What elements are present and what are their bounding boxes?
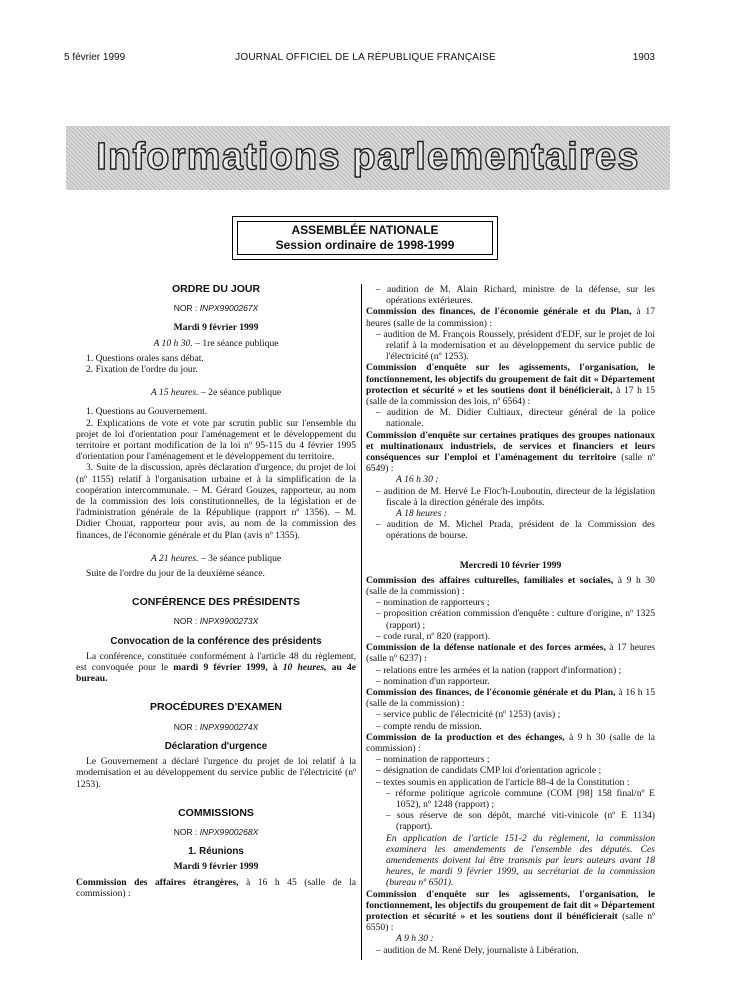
- time-heading: A 16 h 30 :: [396, 474, 439, 486]
- commission-entry: Commission des finances, de l'économie générale et du Plan, à 17 heures (salle de la commission) :: [366, 306, 655, 329]
- ordre-title: ORDRE DU JOUR: [171, 283, 261, 295]
- commission-entry: Commission des finances, de l'économie générale et du Plan, à 16 h 15 (salle de la commission) :: [366, 686, 655, 710]
- header-date: 5 février 1999: [64, 52, 126, 63]
- agenda-item: – audition de M. Alain Richard, ministre de la défense, sur les opérations extérieures.: [376, 284, 655, 307]
- agenda-item: – code rural, nº 820 (rapport).: [376, 630, 491, 642]
- agenda-subitem: – réforme politique agricole commune (COM [98] 158 final/nº E 1052), nº 1248 (rapport) ;: [386, 787, 655, 810]
- seance-2-item: 2. Explications de vote et vote par scrutin public sur l'ensemble du projet de loi d'orientation pour l'aménagement et le développement du territoire et portant modification de la loi nº 95-115 du 4 février 1995 d'orientation pour l'aménagement et le développement du territoire.: [76, 417, 356, 463]
- time-heading: A 9 h 30 :: [396, 933, 434, 945]
- agenda-item: – relations entre les armées et la nation (rapport d'information) ;: [376, 664, 622, 676]
- agenda-item: – audition de M. Michel Prada, président de la Commission des opérations de bourse.: [376, 519, 655, 542]
- banner-title: Informations parlementaires: [96, 136, 640, 178]
- seance-2-heading: A 15 heures. – 2e séance publique: [150, 387, 282, 399]
- time-heading: A 18 heures :: [396, 508, 447, 520]
- agenda-item: – compte rendu de mission.: [376, 720, 482, 732]
- commissions-date: Mardi 9 février 1999: [173, 861, 259, 873]
- chamber-box: [232, 216, 498, 260]
- agenda-item: – désignation de candidats CMP loi d'orientation agricole ;: [376, 765, 602, 777]
- conference-title: CONFÉRENCE DES PRÉSIDENTS: [131, 596, 301, 609]
- header-page-number: 1903: [632, 52, 655, 63]
- day-heading: Mercredi 10 février 1999: [459, 559, 562, 571]
- left-column: [76, 284, 356, 899]
- seance-2-item: 1. Questions au Gouvernement.: [86, 406, 208, 418]
- commission-entry: Commission de la production et des échanges, à 9 h 30 (salle de la commission) :: [366, 731, 655, 754]
- commission-entry: Commission des affaires culturelles, familiales et sociales, à 9 h 30 (salle de la commission) :: [366, 574, 655, 598]
- commissions-title: COMMISSIONS: [178, 806, 254, 819]
- section-banner: [66, 126, 670, 190]
- agenda-item: – textes soumis en application de l'article 88-4 de la Constitution :: [376, 776, 630, 788]
- commission-note: En application de l'article 151-2 du règlement, la commission examinera les amendements de l'ensemble des députés. Ces amendements doivent lui être transmis par leurs auteurs avant 18 heures, le mardi 9 février 1999, au secrétariat de la commission (bureau nº 6501).: [386, 832, 655, 889]
- procedures-text: Le Gouvernement a déclaré l'urgence du projet de loi relatif à la modernisation et au développement du service public de l'électricité (nº 1253).: [76, 756, 356, 790]
- commission-entry: Commission de la défense nationale et des forces armées, à 17 heures (salle nº 6237) :: [366, 642, 655, 665]
- commissions-nor: NOR : INPX9900268X: [173, 826, 259, 837]
- column-divider: [361, 284, 362, 960]
- seance-1-item: 1. Questions orales sans débat.: [86, 352, 204, 364]
- conference-subtitle: Convocation de la conférence des présidents: [110, 635, 322, 647]
- procedures-title: PROCÉDURES D'EXAMEN: [149, 701, 282, 714]
- commissions-subtitle: 1. Réunions: [188, 846, 244, 858]
- chamber-name: ASSEMBLÉE NATIONALE: [291, 223, 439, 237]
- agenda-item: – audition de M. Didier Cultiaux, directeur général de la police nationale.: [376, 407, 655, 430]
- commission-entry: Commission d'enquête sur certaines pratiques des groupes nationaux et multinationaux industriels, de services et financiers et leurs conséquences sur l'emploi et l'aménagement du territoire (salle nº 6549) :: [366, 429, 655, 475]
- commission-entry: Commission des affaires étrangères, à 16 h 45 (salle de la commission) :: [76, 876, 356, 899]
- seance-3-heading: A 21 heures. – 3e séance publique: [150, 552, 282, 564]
- commission-entry: Commission d'enquête sur les agissements, l'organisation, le fonctionnement, les objectifs du groupement de fait dit « Département protection et sécurité » et les soutiens dont il bénéficierait (salle nº 6550) :: [366, 888, 655, 934]
- agenda-item: – service public de l'électricité (nº 1253) (avis) ;: [376, 709, 561, 721]
- agenda-subitem: – sous réserve de son dépôt, marché viti-vinicole (nº E 1134) (rapport).: [386, 810, 655, 833]
- agenda-item: – audition de M. François Roussely, président d'EDF, sur le projet de loi relatif à la modernisation et au développement du service public de l'électricité (nº 1253).: [376, 328, 655, 363]
- seance-2-item: 3. Suite de la discussion, après déclaration d'urgence, du projet de loi (nº 1155) relatif à l'organisation urbaine et à la simplification de la coopération intercommunale. – M. Gérard Gouzes, rapporteur, au nom de la commission des lois constitutionnelles, de la législation et de l'administration générale de la République (rapport nº 1356). – M. Didier Chouat, rapporteur pour avis, au nom de la commission des finances, de l'économie générale et du Plan (avis nº 1355).: [76, 462, 356, 541]
- agenda-item: – proposition création commission d'enquête : culture d'origine, nº 1325 (rapport) ;: [376, 608, 655, 631]
- seance-3-text: Suite de l'ordre du jour de la deuxième séance.: [86, 568, 265, 580]
- page-header: [0, 52, 731, 66]
- right-column: [366, 284, 655, 956]
- ordre-nor: NOR : INPX9900267X: [173, 303, 259, 314]
- agenda-item: – audition de M. Hervé Le Floc'h-Louboutin, directeur de la législation fiscale à la direction générale des impôts.: [376, 485, 655, 508]
- agenda-item: – nomination d'un rapporteur.: [376, 675, 490, 687]
- agenda-item: – nomination de rapporteurs ;: [376, 754, 490, 766]
- header-journal-title: JOURNAL OFFICIEL DE LA RÉPUBLIQUE FRANÇAISE: [235, 52, 496, 63]
- agenda-item: – audition de M. René Dely, journaliste à Libération.: [376, 944, 579, 956]
- procedures-nor: NOR : INPX9900274X: [173, 721, 259, 732]
- agenda-item: – nomination de rapporteurs ;: [376, 597, 490, 609]
- seance-1-heading: A 10 h 30. – 1re séance publique: [153, 337, 279, 349]
- conference-nor: NOR : INPX9900273X: [173, 616, 259, 627]
- procedures-subtitle: Déclaration d'urgence: [164, 740, 268, 752]
- ordre-date: Mardi 9 février 1999: [173, 322, 259, 334]
- session-name: Session ordinaire de 1998-1999: [275, 238, 455, 252]
- seance-1-item: 2. Fixation de l'ordre du jour.: [86, 364, 198, 376]
- conference-text: La conférence, constituée conformément à l'article 48 du règlement, est convoquée pour le mardi 9 février 1999, à 10 heures, au 4e bureau.: [76, 650, 356, 685]
- commission-entry: Commission d'enquête sur les agissements, l'organisation, le fonctionnement, les objectifs du groupement de fait dit « Département protection et sécurité » et les soutiens dont il bénéficierait, à 17 h 15 (salle de la commission des lois, nº 6564) :: [366, 362, 655, 408]
